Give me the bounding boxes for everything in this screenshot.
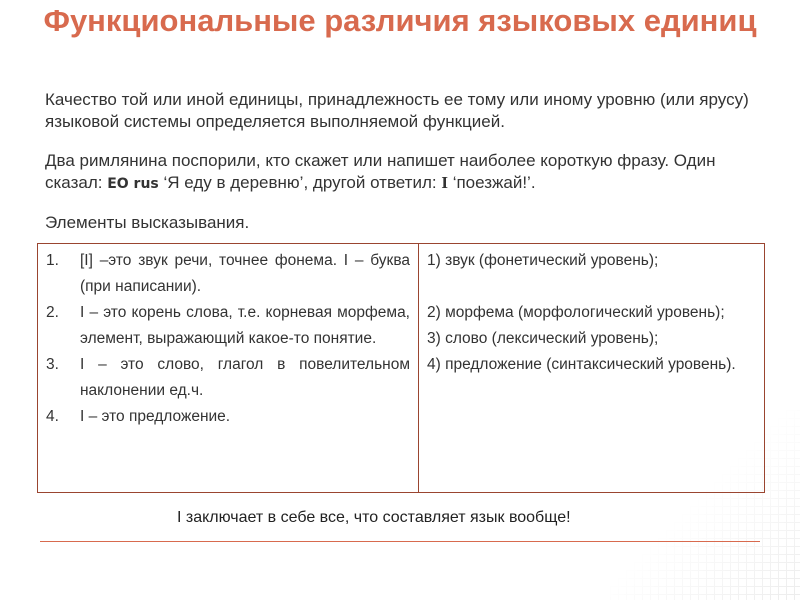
list-item xyxy=(46,248,410,300)
item-text: I – это корень слова, т.е. корневая морфема, элемент, выражающий какое-то понятие. xyxy=(80,304,410,347)
slide-title: Функциональные различия языковых единиц xyxy=(43,3,757,38)
level-item-phonetic: 1) звук (фонетический уровень); xyxy=(427,252,659,269)
language-levels-cell xyxy=(419,244,765,493)
units-table xyxy=(37,243,765,493)
item-number: 3. xyxy=(46,356,59,373)
unit-definitions-list xyxy=(46,248,410,430)
spacer xyxy=(427,274,756,300)
list-item xyxy=(46,352,410,404)
item-text: [I] –это звук речи, точнее фонема. I – буква (при написании). xyxy=(80,252,410,295)
intro-paragraph: Качество той или иной единицы, принадлежность ее тому или иному уровню (или ярусу) языковой системы определяется выполняемой функцией. xyxy=(45,90,749,131)
romans-text-part3: ‘поезжай!’. xyxy=(447,173,536,192)
romans-text-part2: ‘Я еду в деревню’, другой ответил: xyxy=(158,173,442,192)
item-text: I – это слово, глагол в повелительном наклонении ед.ч. xyxy=(80,356,410,399)
list-item xyxy=(46,404,410,430)
romans-text-part1: Два римлянина поспорили, кто скажет или напишет наиболее короткую фразу. Один сказал: xyxy=(45,151,716,192)
item-number: 2. xyxy=(46,304,59,321)
conclusion-note: I заключает в себе все, что составляет язык вообще! xyxy=(177,509,571,526)
list-item xyxy=(46,300,410,352)
table-row xyxy=(38,244,765,493)
level-item-lexical: 3) слово (лексический уровень); xyxy=(427,330,659,347)
item-text: I – это предложение. xyxy=(80,408,231,425)
level-item-syntactic: 4) предложение (синтаксический уровень). xyxy=(427,356,736,373)
item-number: 4. xyxy=(46,408,59,425)
level-item-morphological: 2) морфема (морфологический уровень); xyxy=(427,304,725,321)
latin-phrase-eo-rus: EO rus xyxy=(107,176,159,192)
unit-definitions-cell xyxy=(38,244,419,493)
romans-paragraph xyxy=(45,150,760,195)
latin-word-i: I xyxy=(441,173,448,192)
item-number: 1. xyxy=(46,252,59,269)
footer-divider xyxy=(40,541,760,542)
elements-heading: Элементы высказывания. xyxy=(45,213,250,232)
